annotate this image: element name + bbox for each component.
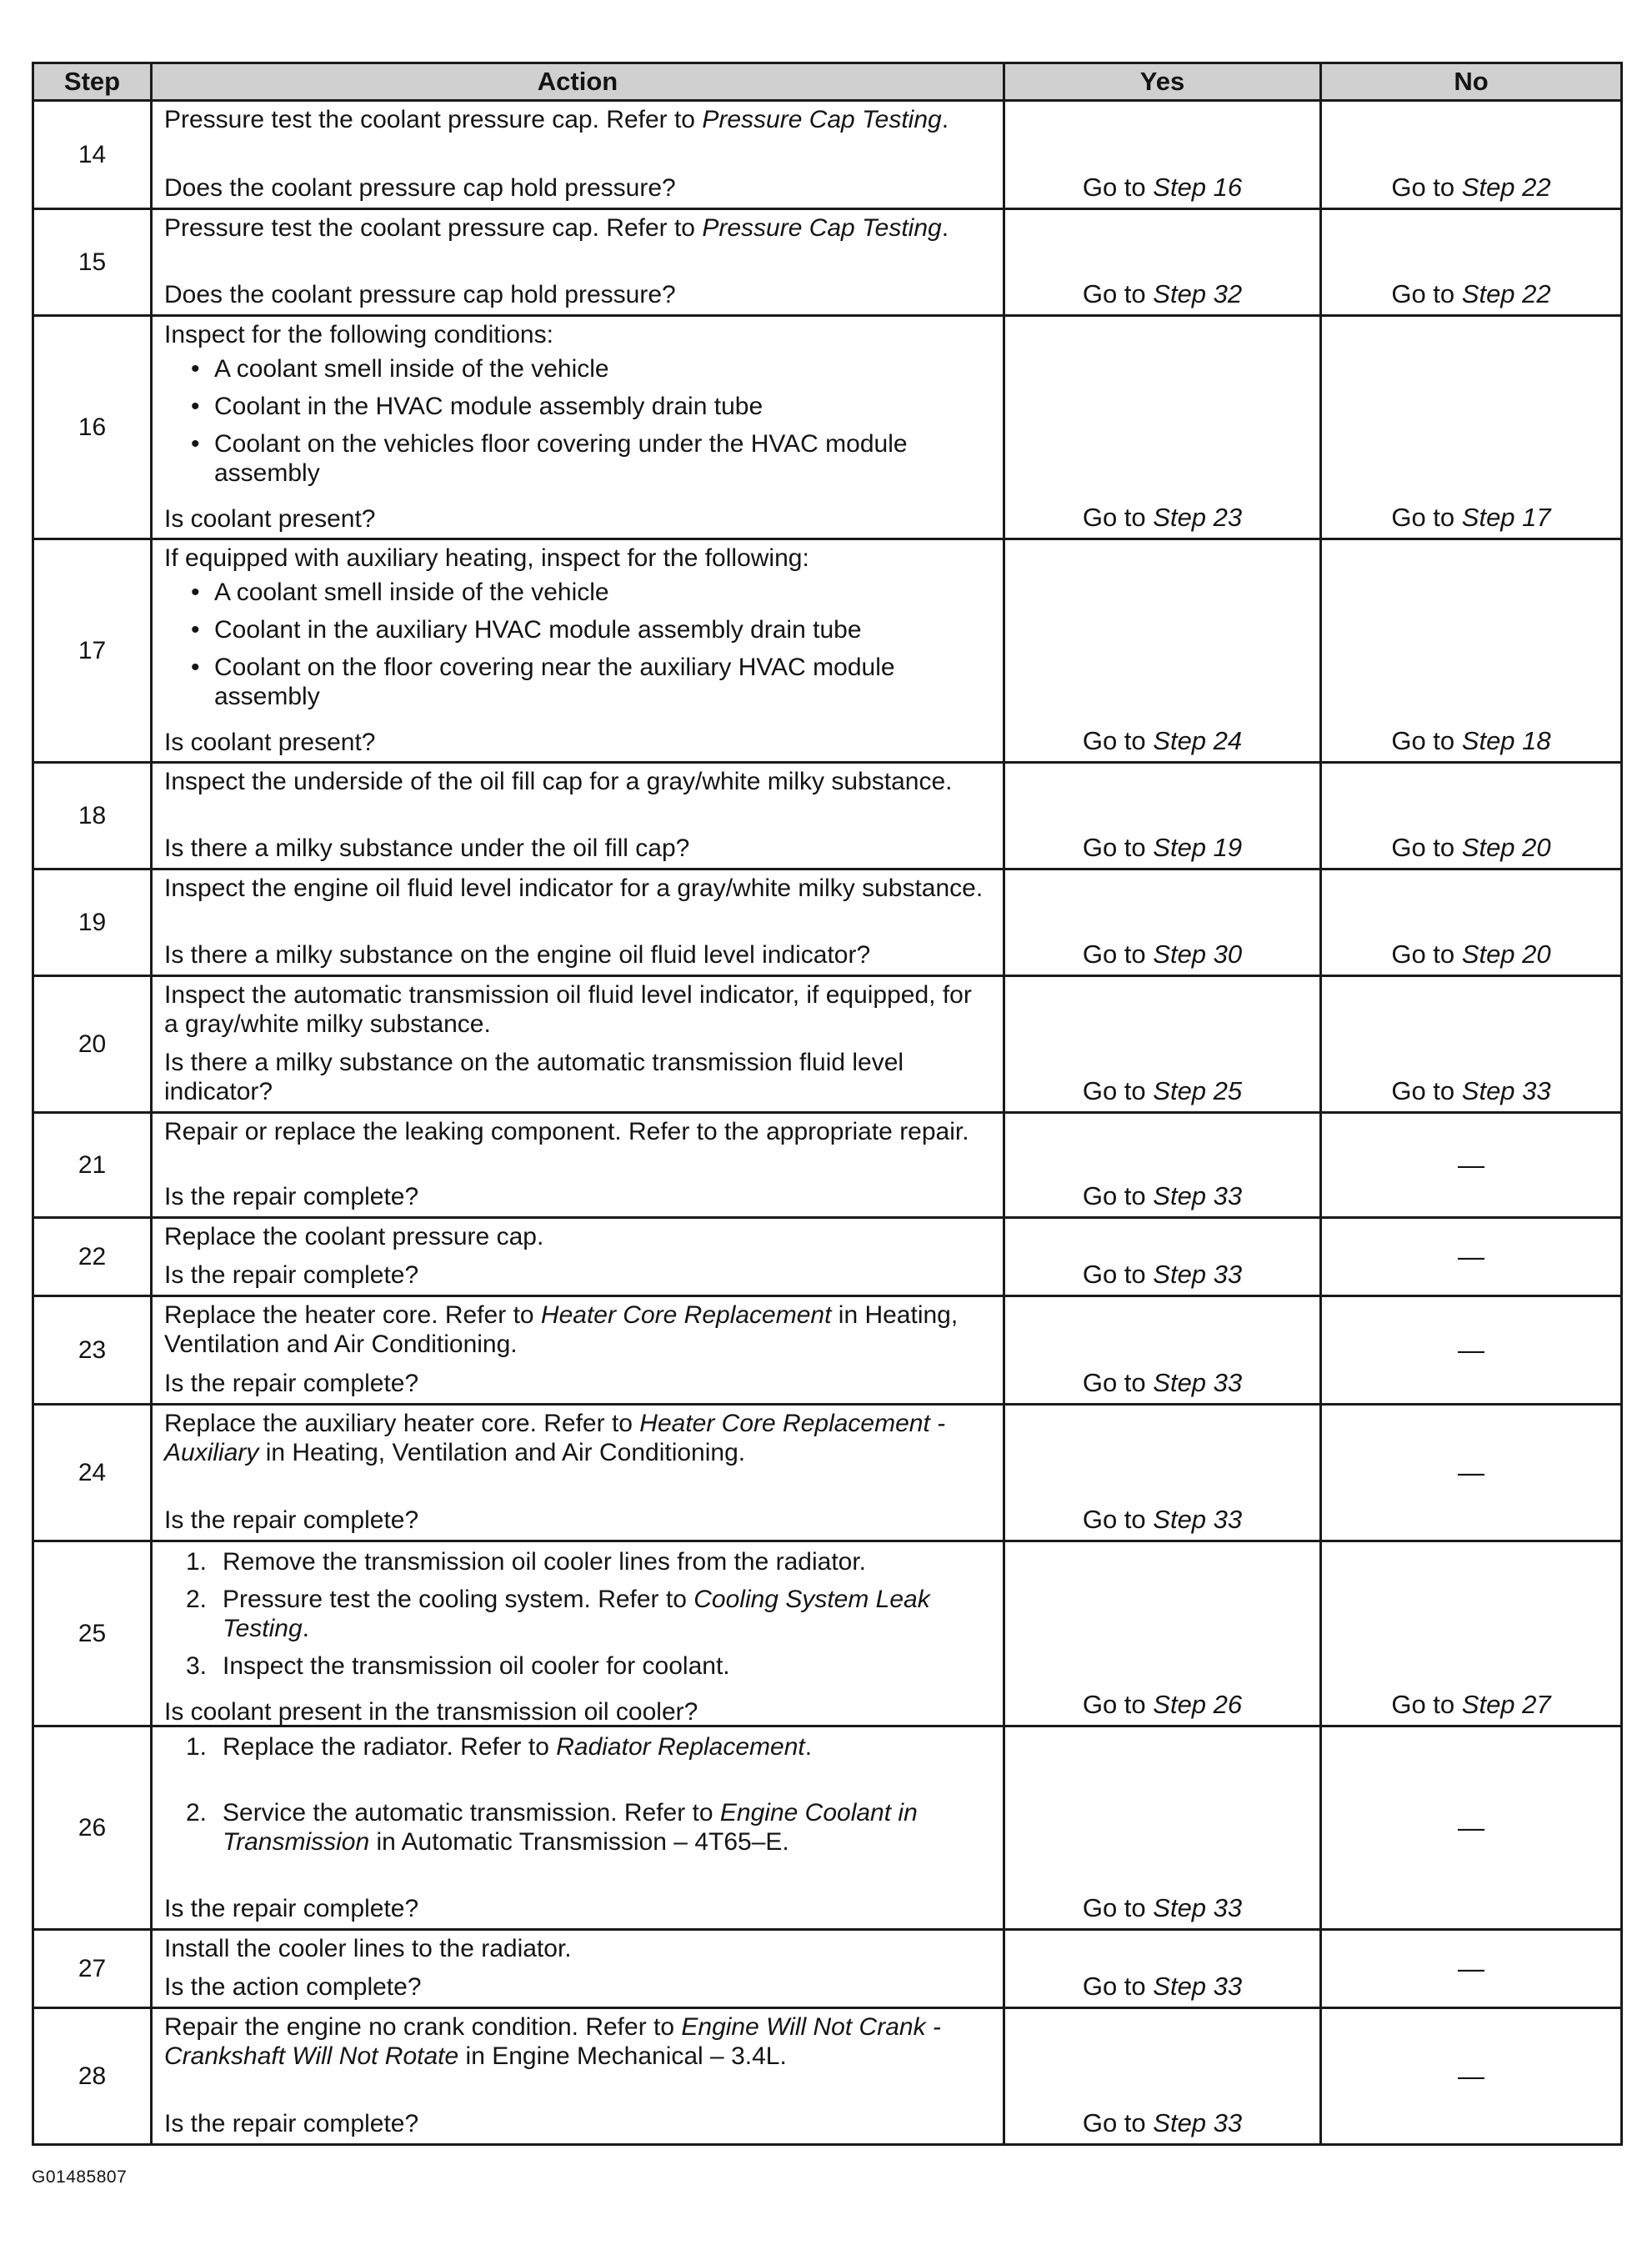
yes-result: [1004, 1113, 1321, 1218]
question-text: Is coolant present?: [164, 729, 376, 756]
action-text: Inspect the transmission oil cooler for coolant.: [223, 1652, 730, 1680]
action-text: Replace the heater core. Refer to: [164, 1301, 541, 1329]
action-instruction: [164, 980, 991, 1039]
action-text: .: [302, 1615, 309, 1642]
action-text: Inspect the automatic transmission oil fluid level indicator, if equipped, for a gray/white milky substance.: [164, 981, 972, 1038]
item-number: 1.: [186, 1548, 208, 1576]
action-instruction: [164, 767, 991, 796]
list-item: • A coolant smell inside of the vehicle: [164, 354, 991, 383]
yes-result: [1004, 976, 1321, 1113]
list-item: • Coolant on the floor covering near the auxiliary HVAC module assembly: [164, 653, 991, 711]
goto-text: Go to: [1082, 1690, 1154, 1719]
step-link[interactable]: Step 33: [1153, 2108, 1243, 2137]
goto-text: Go to: [1082, 1260, 1154, 1289]
step-number: 26: [33, 1726, 152, 1930]
step-link[interactable]: Step 33: [1153, 1893, 1243, 1922]
document-reference: Pressure Cap Testing: [702, 214, 942, 242]
table-row: [33, 209, 1622, 316]
list-item: [164, 1732, 991, 1761]
header-yes: Yes: [1004, 63, 1321, 101]
step-number: 23: [33, 1296, 152, 1405]
table-row: [33, 869, 1622, 976]
goto-text: Go to: [1082, 2108, 1154, 2137]
goto-text: Go to: [1391, 726, 1462, 755]
goto-text: Go to: [1082, 1893, 1154, 1922]
step-link[interactable]: Step 25: [1153, 1076, 1243, 1105]
question-text: Does the coolant pressure cap hold pressure?: [164, 281, 676, 308]
no-result: [1321, 869, 1622, 976]
table-row: [33, 976, 1622, 1113]
goto-text: Go to: [1082, 173, 1154, 202]
step-number: 28: [33, 2008, 152, 2145]
goto-text: Go to: [1082, 1076, 1154, 1105]
yes-result: [1004, 869, 1321, 976]
item-number: 3.: [186, 1652, 208, 1680]
step-number: 25: [33, 1541, 152, 1726]
step-link[interactable]: Step 20: [1461, 940, 1551, 969]
action-cell: [152, 1218, 1004, 1296]
no-result-na: —: [1321, 1726, 1622, 1930]
step-link[interactable]: Step 33: [1461, 1076, 1551, 1105]
step-link[interactable]: Step 22: [1461, 279, 1551, 308]
no-result-na: —: [1321, 1218, 1622, 1296]
question-text: Is the repair complete?: [164, 1506, 419, 1534]
goto-text: Go to: [1391, 940, 1462, 969]
goto-text: Go to: [1391, 833, 1462, 862]
action-cell: [152, 976, 1004, 1113]
action-text: Pressure test the coolant pressure cap. Refer to: [164, 214, 703, 242]
question-text: Is there a milky substance on the engine oil fluid level indicator?: [164, 941, 871, 969]
step-link[interactable]: Step 18: [1461, 726, 1551, 755]
step-number: 16: [33, 316, 152, 539]
no-result: [1321, 763, 1622, 869]
numbered-steps: [164, 1547, 991, 1689]
no-result-na: —: [1321, 2008, 1622, 2145]
action-cell: [152, 1930, 1004, 2008]
goto-text: Go to: [1391, 279, 1462, 308]
document-reference: Cooling System Leak Testing: [223, 1586, 930, 1642]
action-text: in Automatic Transmission – 4T65–E.: [369, 1828, 789, 1856]
step-link[interactable]: Step 33: [1153, 1505, 1243, 1534]
action-text: Remove the transmission oil cooler lines from the radiator.: [223, 1548, 867, 1576]
action-instruction: [164, 2012, 991, 2071]
yes-result: [1004, 1218, 1321, 1296]
goto-text: Go to: [1082, 1181, 1154, 1210]
action-instruction: [164, 1117, 991, 1146]
yes-result: [1004, 316, 1321, 539]
action-text: Replace the auxiliary heater core. Refer to: [164, 1410, 640, 1437]
step-number: 19: [33, 869, 152, 976]
step-link[interactable]: Step 23: [1153, 503, 1243, 532]
question-text: Does the coolant pressure cap hold pressure?: [164, 174, 676, 202]
action-cell: [152, 1113, 1004, 1218]
yes-result: [1004, 101, 1321, 209]
list-item: [164, 1585, 991, 1643]
no-result: [1321, 101, 1622, 209]
header-step: Step: [33, 63, 152, 101]
action-text: Replace the coolant pressure cap.: [164, 1223, 544, 1250]
table-row: [33, 316, 1622, 539]
question-text: Is the repair complete?: [164, 2110, 419, 2137]
action-cell: [152, 209, 1004, 316]
goto-text: Go to: [1082, 503, 1154, 532]
action-instruction: [164, 1934, 991, 1963]
goto-text: Go to: [1391, 1076, 1462, 1105]
no-result-na: —: [1321, 1405, 1622, 1541]
step-link[interactable]: Step 27: [1461, 1690, 1551, 1719]
no-result-na: —: [1321, 1296, 1622, 1405]
no-result: [1321, 539, 1622, 763]
list-item: • Coolant in the HVAC module assembly drain tube: [164, 392, 991, 421]
table-row: [33, 1726, 1622, 1930]
item-number: 1.: [186, 1733, 208, 1761]
yes-result: [1004, 1405, 1321, 1541]
step-number: 21: [33, 1113, 152, 1218]
step-link[interactable]: Step 16: [1153, 173, 1243, 202]
header-row: [33, 63, 1622, 101]
no-result: [1321, 316, 1622, 539]
diagnostic-table: [32, 62, 1623, 2146]
step-number: 27: [33, 1930, 152, 2008]
action-text: in Engine Mechanical – 3.4L.: [458, 2042, 787, 2070]
condition-list: [164, 354, 991, 496]
no-result-na: —: [1321, 1113, 1622, 1218]
step-link[interactable]: Step 32: [1153, 279, 1243, 308]
step-link[interactable]: Step 33: [1153, 1260, 1243, 1289]
question-text: Is coolant present in the transmission oil cooler?: [164, 1698, 698, 1726]
action-text: in Heating, Ventilation and Air Conditioning.: [258, 1439, 746, 1466]
numbered-steps: [164, 1732, 991, 1865]
action-cell: [152, 1541, 1004, 1726]
action-text: Pressure test the coolant pressure cap. Refer to: [164, 106, 703, 133]
action-text: Inspect the underside of the oil fill cap for a gray/white milky substance.: [164, 768, 953, 795]
document-reference: Engine Coolant in Transmission: [223, 1799, 918, 1856]
table-row: [33, 101, 1622, 209]
step-number: 22: [33, 1218, 152, 1296]
table-row: [33, 1930, 1622, 2008]
step-link[interactable]: Step 22: [1461, 173, 1551, 202]
no-result-na: —: [1321, 1930, 1622, 2008]
action-cell: [152, 1726, 1004, 1930]
goto-text: Go to: [1082, 940, 1154, 969]
goto-text: Go to: [1391, 1690, 1462, 1719]
action-text: If equipped with auxiliary heating, inspect for the following:: [164, 544, 809, 572]
action-cell: [152, 316, 1004, 539]
goto-text: Go to: [1391, 173, 1462, 202]
action-text: Repair or replace the leaking component. Refer to the appropriate repair.: [164, 1118, 969, 1145]
goto-text: Go to: [1082, 1368, 1154, 1397]
goto-text: Go to: [1082, 1505, 1154, 1534]
action-cell: [152, 763, 1004, 869]
table-row: [33, 1113, 1622, 1218]
list-item: [164, 1798, 991, 1857]
step-number: 17: [33, 539, 152, 763]
goto-text: Go to: [1082, 279, 1154, 308]
list-item: [164, 1651, 991, 1681]
action-text: Replace the radiator. Refer to: [223, 1733, 557, 1761]
action-cell: [152, 101, 1004, 209]
question-text: Is the repair complete?: [164, 1370, 419, 1397]
goto-text: Go to: [1391, 503, 1462, 532]
action-text: Inspect for the following conditions:: [164, 321, 553, 348]
document-reference: Heater Core Replacement: [540, 1301, 832, 1329]
action-instruction: [164, 1300, 991, 1359]
no-result: [1321, 976, 1622, 1113]
question-text: Is the repair complete?: [164, 1183, 419, 1210]
action-instruction: [164, 544, 991, 573]
figure-id: G01485807: [32, 2167, 128, 2187]
action-text: .: [941, 214, 949, 242]
yes-result: [1004, 1726, 1321, 1930]
action-text: .: [941, 106, 949, 133]
document-reference: Pressure Cap Testing: [702, 106, 942, 133]
action-text: Service the automatic transmission. Refer to: [223, 1799, 720, 1827]
question-text: Is coolant present?: [164, 505, 376, 533]
step-link[interactable]: Step 33: [1153, 1181, 1243, 1210]
document-reference: Radiator Replacement: [556, 1733, 805, 1761]
question-text: Is the repair complete?: [164, 1895, 419, 1922]
step-link[interactable]: Step 20: [1461, 833, 1551, 862]
document-reference: Engine Will Not Crank - Crankshaft Will Not Rotate: [164, 2013, 941, 2070]
yes-result: [1004, 1296, 1321, 1405]
step-link[interactable]: Step 19: [1153, 833, 1243, 862]
goto-text: Go to: [1082, 833, 1154, 862]
step-link[interactable]: Step 33: [1153, 1972, 1243, 2001]
step-link[interactable]: Step 33: [1153, 1368, 1243, 1397]
action-instruction: [164, 1409, 991, 1467]
table-row: [33, 2008, 1622, 2145]
goto-text: Go to: [1082, 726, 1154, 755]
question-text: Is the action complete?: [164, 1973, 422, 2001]
step-link[interactable]: Step 26: [1153, 1690, 1243, 1719]
action-text: Pressure test the cooling system. Refer to: [223, 1586, 694, 1613]
table-row: [33, 1541, 1622, 1726]
action-instruction: [164, 874, 991, 903]
table-row: [33, 1218, 1622, 1296]
table-row: [33, 763, 1622, 869]
list-item: • Coolant on the vehicles floor covering under the HVAC module assembly: [164, 429, 991, 488]
step-number: 20: [33, 976, 152, 1113]
step-link[interactable]: Step 24: [1153, 726, 1243, 755]
table-row: [33, 1296, 1622, 1405]
no-result: [1321, 209, 1622, 316]
action-cell: [152, 869, 1004, 976]
action-text: .: [804, 1733, 813, 1761]
yes-result: [1004, 1541, 1321, 1726]
step-number: 15: [33, 209, 152, 316]
yes-result: [1004, 2008, 1321, 2145]
action-instruction: [164, 213, 991, 243]
action-instruction: [164, 105, 991, 134]
question-text: Is there a milky substance on the automatic transmission fluid level indicator?: [164, 1049, 904, 1105]
table-body: [33, 101, 1622, 2145]
list-item: • A coolant smell inside of the vehicle: [164, 578, 991, 607]
header-action: Action: [152, 63, 1004, 101]
yes-result: [1004, 763, 1321, 869]
action-text: Inspect the engine oil fluid level indicator for a gray/white milky substance.: [164, 874, 984, 902]
step-number: 14: [33, 101, 152, 209]
step-link[interactable]: Step 17: [1461, 503, 1551, 532]
table-row: [33, 1405, 1622, 1541]
no-result: [1321, 1541, 1622, 1726]
action-text: in Heating, Ventilation and Air Conditioning.: [164, 1301, 959, 1358]
action-cell: [152, 1296, 1004, 1405]
list-item: [164, 1547, 991, 1576]
step-number: 24: [33, 1405, 152, 1541]
item-number: 2.: [186, 1586, 208, 1613]
yes-result: [1004, 1930, 1321, 2008]
question-text: Is the repair complete?: [164, 1261, 419, 1289]
condition-list: [164, 578, 991, 719]
list-item: • Coolant in the auxiliary HVAC module assembly drain tube: [164, 615, 991, 644]
item-number: 2.: [186, 1799, 208, 1827]
action-cell: [152, 1405, 1004, 1541]
header-no: No: [1321, 63, 1622, 101]
goto-text: Go to: [1082, 1972, 1154, 2001]
action-instruction: [164, 320, 991, 349]
action-cell: [152, 539, 1004, 763]
table-row: [33, 539, 1622, 763]
yes-result: [1004, 209, 1321, 316]
action-cell: [152, 2008, 1004, 2145]
yes-result: [1004, 539, 1321, 763]
action-text: Repair the engine no crank condition. Refer to: [164, 2013, 682, 2041]
step-number: 18: [33, 763, 152, 869]
action-text: Install the cooler lines to the radiator.: [164, 1935, 572, 1962]
document-reference: Heater Core Replacement - Auxiliary: [164, 1410, 946, 1466]
action-instruction: [164, 1222, 991, 1251]
question-text: Is there a milky substance under the oil fill cap?: [164, 834, 690, 862]
step-link[interactable]: Step 30: [1153, 940, 1243, 969]
